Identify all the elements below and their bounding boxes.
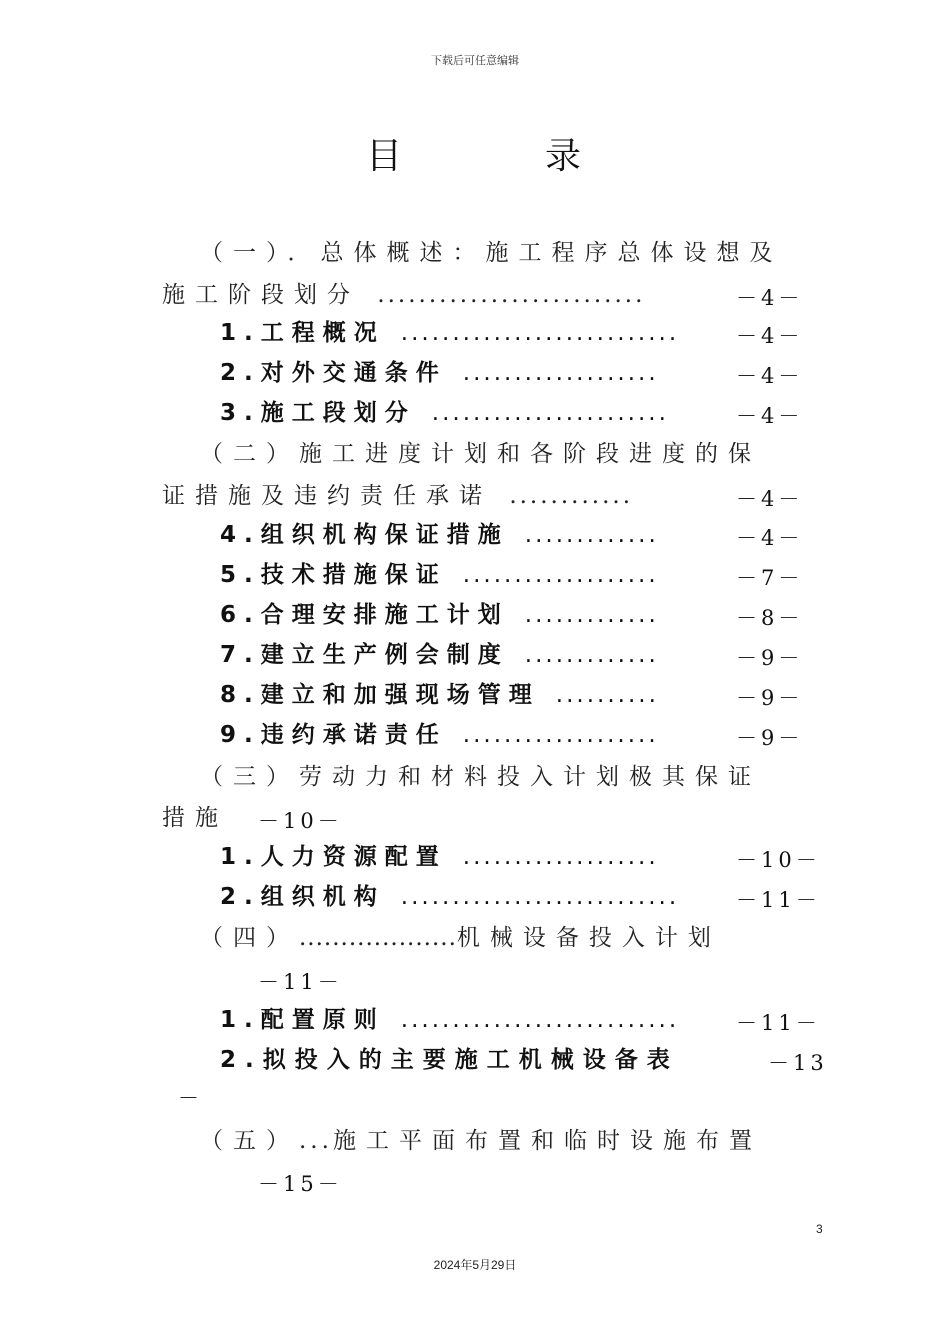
toc-section-1-page: －4－: [736, 286, 804, 310]
page-header: 下载后可任意编辑: [431, 54, 519, 67]
toc-entry-1-2: 2.对外交通条件 ...................: [220, 360, 659, 386]
toc-entry-3-1: 1.人力资源配置 ...................: [220, 844, 659, 870]
toc-entry-2-5-page: －7－: [736, 566, 804, 590]
toc-entry-1-3: 3.施工段划分 .......................: [220, 400, 669, 426]
toc-entry-2-9: 9.违约承诺责任 ...................: [220, 722, 659, 748]
toc-entry-2-7: 7.建立生产例会制度 .............: [220, 642, 659, 668]
toc-entry-1-1: 1.工程概况 ...........................: [220, 320, 680, 346]
toc-section-3-line2: 措施: [162, 805, 228, 831]
toc-section-5-page: －15－: [258, 1172, 343, 1196]
toc-entry-2-5: 5.技术措施保证 ...................: [220, 562, 659, 588]
toc-section-2-line1: （二）施工进度计划和各阶段进度的保: [200, 441, 761, 467]
toc-section-3-page: －10－: [258, 809, 343, 833]
page-number: 3: [816, 1222, 823, 1236]
toc-entry-2-8-page: －9－: [736, 686, 804, 710]
toc-section-2-page: －4－: [736, 487, 804, 511]
toc-entry-4-2-page: －13: [768, 1051, 828, 1075]
toc-entry-2-4: 4.组织机构保证措施 .............: [220, 522, 659, 548]
toc-entry-4-2-page-dash: －: [178, 1086, 203, 1110]
toc-entry-4-2: 2.拟投入的主要施工机械设备表: [220, 1047, 679, 1073]
toc-entry-1-2-page: －4－: [736, 364, 804, 388]
toc-entry-2-7-page: －9－: [736, 646, 804, 670]
page-footer-date: 2024年5月29日: [433, 1258, 517, 1272]
toc-entry-2-6-page: －8－: [736, 606, 804, 630]
toc-entry-4-1: 1.配置原则 ...........................: [220, 1007, 680, 1033]
toc-section-4-line1: （四）...................机械设备投入计划: [200, 925, 721, 951]
toc-entry-1-3-page: －4－: [736, 404, 804, 428]
toc-section-2-line2: 证措施及违约责任承诺 ............: [162, 483, 634, 509]
toc-entry-3-1-page: －10－: [736, 848, 821, 872]
toc-entry-2-9-page: －9－: [736, 726, 804, 750]
toc-entry-4-1-page: －11－: [736, 1011, 821, 1035]
toc-section-5-line1: （五）...施工平面布置和临时设施布置: [200, 1128, 762, 1154]
toc-section-1-line2: 施工阶段划分 ..........................: [162, 282, 646, 308]
toc-entry-3-2: 2.组织机构 ...........................: [220, 884, 680, 910]
title-char-left: 目: [365, 136, 405, 177]
title-char-right: 录: [545, 136, 585, 177]
toc-section-3-line1: （三）劳动力和材料投入计划极其保证: [200, 764, 761, 790]
toc-entry-3-2-page: －11－: [736, 888, 821, 912]
toc-section-4-page: －11－: [258, 970, 343, 994]
page-title: [0, 128, 950, 179]
toc-entry-2-6: 6.合理安排施工计划 .............: [220, 602, 659, 628]
toc-entry-2-8: 8.建立和加强现场管理 ..........: [220, 682, 659, 708]
toc-entry-2-4-page: －4－: [736, 526, 804, 550]
toc-section-1-line1: （一）．总体概述：施工程序总体设想及: [200, 240, 783, 266]
toc-entry-1-1-page: －4－: [736, 324, 804, 348]
